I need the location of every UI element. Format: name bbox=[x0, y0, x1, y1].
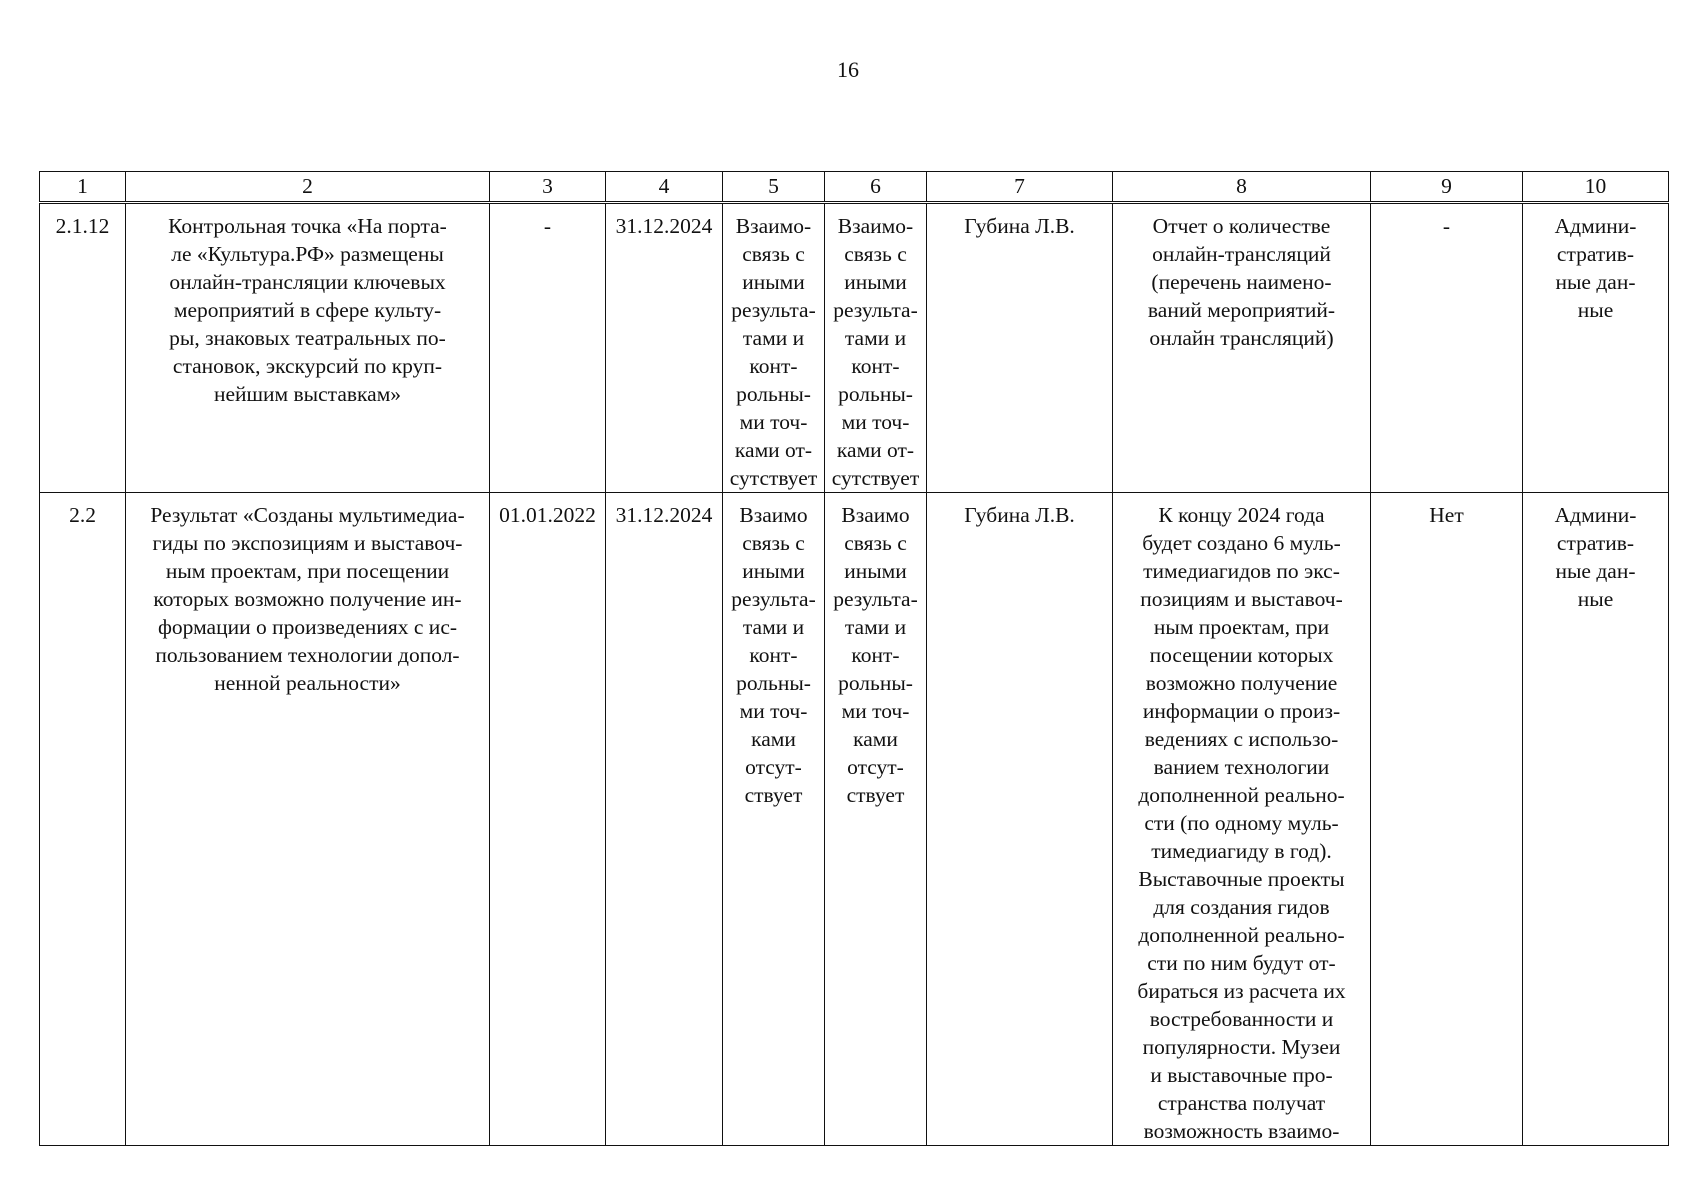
cell-data-source bbox=[1523, 203, 1669, 493]
cell-text-line: ками от- bbox=[734, 438, 813, 462]
cell-responsible bbox=[927, 203, 1113, 493]
cell-text-line: конт- bbox=[749, 354, 798, 378]
cell-text-line: конт- bbox=[851, 643, 900, 667]
cell-text-line: 31.12.2024 bbox=[615, 503, 713, 527]
cell-text-line: рольны- bbox=[838, 671, 913, 695]
cell-text-line: Взаимо bbox=[739, 503, 808, 527]
cell-responsible bbox=[927, 493, 1113, 1146]
cell-col-9 bbox=[1371, 203, 1523, 493]
page-number: 16 bbox=[837, 57, 859, 82]
cell-text-line: Взаимо- bbox=[837, 214, 914, 238]
cell-col-6 bbox=[825, 493, 927, 1146]
cell-text-line: будет создано 6 муль- bbox=[1142, 531, 1341, 555]
cell-text-line: рольны- bbox=[838, 382, 913, 406]
cell-text-line: результа- bbox=[833, 587, 918, 611]
cell-text-line: и выставочные про- bbox=[1150, 1063, 1333, 1087]
document-table bbox=[39, 171, 1669, 1146]
cell-text-line: ные bbox=[1577, 587, 1614, 611]
cell-text-line: - bbox=[1442, 214, 1451, 238]
column-header-2: 2 bbox=[126, 172, 490, 203]
cell-text-line: иными bbox=[844, 559, 907, 583]
cell-text-line: К концу 2024 года bbox=[1158, 503, 1325, 527]
cell-text-line: отсут- bbox=[847, 755, 904, 779]
cell-text-line: позициям и выставоч- bbox=[1140, 587, 1343, 611]
column-header-5: 5 bbox=[723, 172, 825, 203]
cell-data-source bbox=[1523, 493, 1669, 1146]
cell-text-line: ные дан- bbox=[1555, 559, 1636, 583]
cell-col-9 bbox=[1371, 493, 1523, 1146]
cell-text-line: иными bbox=[742, 559, 805, 583]
cell-text-line: ведениях с использо- bbox=[1144, 727, 1339, 751]
cell-text-line: рольны- bbox=[736, 382, 811, 406]
cell-text-line: ками от- bbox=[836, 438, 915, 462]
cell-text-line: ваний мероприятий- bbox=[1147, 298, 1336, 322]
cell-text-line: - bbox=[543, 214, 552, 238]
cell-text-line: (перечень наимено- bbox=[1151, 270, 1332, 294]
cell-text-line: тами и bbox=[844, 615, 907, 639]
cell-col-5 bbox=[723, 493, 825, 1146]
cell-text-line: тами и bbox=[844, 326, 907, 350]
cell-text-line: результа- bbox=[833, 298, 918, 322]
cell-text-line: рольны- bbox=[736, 671, 811, 695]
cell-text-line: ные дан- bbox=[1555, 270, 1636, 294]
cell-text-line: странства получат bbox=[1157, 1091, 1326, 1115]
cell-description bbox=[1113, 203, 1371, 493]
column-header-1: 1 bbox=[40, 172, 126, 203]
cell-text-line: ным проектам, при посещении bbox=[165, 559, 450, 583]
cell-text-line: нейшим выставкам» bbox=[213, 382, 402, 406]
cell-text-line: Губина Л.В. bbox=[964, 503, 1075, 527]
cell-number bbox=[40, 203, 126, 493]
cell-text-line: стратив- bbox=[1556, 242, 1635, 266]
cell-text-line: 01.01.2022 bbox=[499, 503, 596, 527]
cell-text-line: Нет bbox=[1429, 503, 1464, 527]
cell-text-line: результа- bbox=[731, 587, 816, 611]
cell-text-line: ные bbox=[1577, 298, 1614, 322]
cell-text-line: востребованности и bbox=[1149, 1007, 1334, 1031]
cell-text-line: онлайн-трансляции ключевых bbox=[169, 270, 446, 294]
cell-text-line: Результат «Созданы мультимедиа- bbox=[150, 503, 465, 527]
cell-text-line: сутствует bbox=[729, 466, 818, 490]
cell-start-date bbox=[490, 203, 606, 493]
header-row bbox=[40, 172, 1669, 203]
cell-text-line: ми точ- bbox=[841, 410, 910, 434]
table-row bbox=[40, 203, 1669, 493]
cell-text-line: Взаимо bbox=[841, 503, 910, 527]
cell-text-line: иными bbox=[844, 270, 907, 294]
cell-text-line: посещении которых bbox=[1149, 643, 1334, 667]
cell-text-line: возможно получение bbox=[1145, 671, 1338, 695]
cell-description bbox=[1113, 493, 1371, 1146]
cell-text-line: информации о произ- bbox=[1142, 699, 1341, 723]
cell-text-line: отсут- bbox=[745, 755, 802, 779]
cell-text-line: возможность взаимо- bbox=[1143, 1119, 1340, 1143]
column-header-3: 3 bbox=[490, 172, 606, 203]
cell-text-line: популярности. Музеи bbox=[1142, 1035, 1341, 1059]
cell-text-line: конт- bbox=[749, 643, 798, 667]
cell-name bbox=[126, 203, 490, 493]
cell-text-line: мероприятий в сфере культу- bbox=[173, 298, 442, 322]
cell-end-date bbox=[606, 203, 723, 493]
cell-text-line: онлайн-трансляций bbox=[1152, 242, 1331, 266]
cell-text-line: ванием технологии bbox=[1153, 755, 1330, 779]
cell-text-line: 2.1.12 bbox=[55, 214, 110, 238]
cell-text-line: ненной реальности» bbox=[214, 671, 401, 695]
cell-text-line: пользованием технологии допол- bbox=[155, 643, 460, 667]
column-header-9: 9 bbox=[1371, 172, 1523, 203]
cell-text-line: тимедиагиду в год). bbox=[1151, 839, 1332, 863]
cell-text-line: тимедиагидов по экс- bbox=[1143, 559, 1340, 583]
column-header-4: 4 bbox=[606, 172, 723, 203]
cell-text-line: которых возможно получение ин- bbox=[153, 587, 462, 611]
cell-text-line: ствует bbox=[846, 783, 905, 807]
cell-number bbox=[40, 493, 126, 1146]
cell-text-line: Взаимо- bbox=[735, 214, 812, 238]
cell-text-line: гиды по экспозициям и выставоч- bbox=[152, 531, 463, 555]
cell-text-line: ми точ- bbox=[739, 699, 808, 723]
cell-text-line: результа- bbox=[731, 298, 816, 322]
cell-text-line: иными bbox=[742, 270, 805, 294]
cell-text-line: связь с bbox=[844, 242, 907, 266]
cell-text-line: Отчет о количестве bbox=[1152, 214, 1331, 238]
column-header-8: 8 bbox=[1113, 172, 1371, 203]
cell-text-line: сти по ним будут от- bbox=[1147, 951, 1336, 975]
cell-text-line: дополненной реально- bbox=[1138, 923, 1345, 947]
cell-text-line: становок, экскурсий по круп- bbox=[172, 354, 443, 378]
cell-text-line: ры, знаковых театральных по- bbox=[169, 326, 446, 350]
cell-text-line: Губина Л.В. bbox=[964, 214, 1075, 238]
cell-text-line: ле «Культура.РФ» размещены bbox=[171, 242, 444, 266]
cell-name bbox=[126, 493, 490, 1146]
cell-text-line: онлайн трансляций) bbox=[1149, 326, 1334, 350]
table-row bbox=[40, 493, 1669, 1146]
cell-text-line: сти (по одному муль- bbox=[1144, 811, 1339, 835]
cell-text-line: конт- bbox=[851, 354, 900, 378]
cell-text-line: для создания гидов bbox=[1153, 895, 1330, 919]
column-header-7: 7 bbox=[927, 172, 1113, 203]
cell-text-line: сутствует bbox=[831, 466, 920, 490]
cell-text-line: ми точ- bbox=[841, 699, 910, 723]
cell-text-line: Админи- bbox=[1554, 214, 1637, 238]
column-header-10: 10 bbox=[1523, 172, 1669, 203]
cell-text-line: ным проектам, при bbox=[1153, 615, 1330, 639]
cell-text-line: бираться из расчета их bbox=[1137, 979, 1346, 1003]
cell-text-line: тами и bbox=[742, 326, 805, 350]
cell-text-line: дополненной реально- bbox=[1138, 783, 1345, 807]
cell-col-6 bbox=[825, 203, 927, 493]
cell-text-line: Контрольная точка «На порта- bbox=[168, 214, 447, 238]
cell-text-line: формации о произведениях с ис- bbox=[157, 615, 458, 639]
cell-text-line: ками bbox=[853, 727, 898, 751]
cell-end-date bbox=[606, 493, 723, 1146]
cell-text-line: связь с bbox=[844, 531, 907, 555]
column-header-6: 6 bbox=[825, 172, 927, 203]
cell-text-line: Выставочные проекты bbox=[1138, 867, 1345, 891]
cell-col-5 bbox=[723, 203, 825, 493]
cell-start-date bbox=[490, 493, 606, 1146]
cell-text-line: ствует bbox=[744, 783, 803, 807]
cell-text-line: ками bbox=[751, 727, 796, 751]
cell-text-line: 2.2 bbox=[69, 503, 96, 527]
cell-text-line: ми точ- bbox=[739, 410, 808, 434]
cell-text-line: связь с bbox=[742, 531, 805, 555]
cell-text-line: тами и bbox=[742, 615, 805, 639]
cell-text-line: связь с bbox=[742, 242, 805, 266]
cell-text-line: 31.12.2024 bbox=[615, 214, 713, 238]
cell-text-line: Админи- bbox=[1554, 503, 1637, 527]
cell-text-line: стратив- bbox=[1556, 531, 1635, 555]
